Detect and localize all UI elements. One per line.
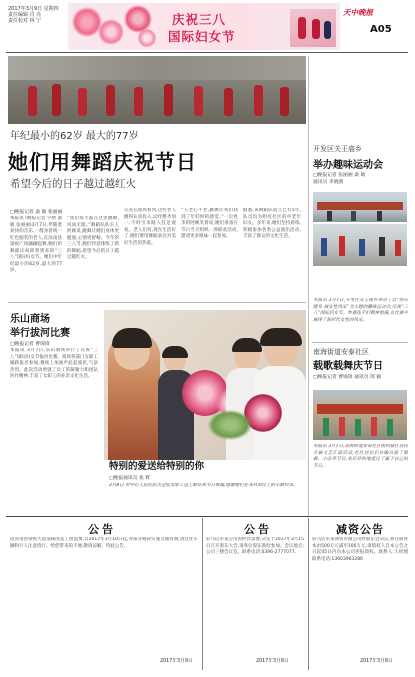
lead-headline: 她们用舞蹈庆祝节日 (8, 150, 197, 174)
notice-3-date: 2017年3月8日 (360, 659, 393, 664)
notice-1-date: 2017年3月9日 (160, 659, 193, 664)
right-story-photo-1 (313, 192, 407, 222)
lead-column-4: “人老心不老,跳舞让我们找到了年轻时的感觉。”一位姓李的阿姨笑着说,她们准备在节日当天组织一场联欢活动,邀请更多姐妹一起参加。 (181, 208, 238, 239)
mid-left-byline: □晚报记者 曹锦锋 (10, 342, 50, 347)
center-photo (104, 310, 306, 460)
lead-column-2: “我们每天都在这里跳舞,风雨无阻。”舞蹈队队长王阿姨说,跳舞让她们身体更健康,心情更舒畅。今年的三八节,她们特意排练了新的舞蹈,希望今后的日子越过越红火。 (67, 216, 119, 260)
lead-kicker: 年纪最小的62岁 最大的77岁 (10, 131, 139, 142)
right-story-title: 举办趣味运动会 (313, 160, 383, 171)
notice-2-title: 公告 (244, 523, 272, 536)
banner-title-line2: 国际妇女节 (168, 29, 236, 44)
lead-column-3: 记者在现场看到,这些老人跳得认真投入,动作整齐划一,不时引来路人驻足观看。老人们说,现在生活好了,她们要用舞蹈表达对美好生活的热爱。 (124, 208, 176, 246)
lead-bottom-rule (8, 302, 306, 303)
lead-column-1: 本报讯 (晚报记者 宇婧 桑敏 张丽丽)3月7日,伴随着欢快的音乐,一群身着统一红色服装的老人,在汝南县梁祝广场翩翩起舞,她们用舞蹈庆祝即将到来的“三八”国际妇女节。她们中年纪最小的62岁,最大的77岁。 (10, 216, 62, 273)
lead-column-5: 据悉,该舞蹈队成立已有5年,队员均为附近社区的中老年妇女。多年来,她们坚持晨练,积极参加各类公益演出活动,丰富了群众的文化生活。 (243, 208, 301, 239)
lead-photo (8, 56, 306, 124)
notice-1-title: 公告 (88, 523, 116, 536)
right-rule (312, 342, 408, 343)
right-story2-kicker: 南海街道安泰社区 (313, 348, 369, 356)
flower-icon (138, 29, 156, 47)
newspaper-name: 天中晚报 (343, 8, 373, 17)
editor-credit: 责任编辑 肖 亮 (8, 12, 42, 18)
lead-byline: □晚报记者 桑 敏 张丽丽 (10, 210, 63, 215)
notice-2-body: 驻马店市某公司因经营需要,决定于2017年3月15日召开股东大会,请各位股东准时参加。会议地点:公司三楼会议室。联系电话:0396-2777077。 (206, 537, 304, 555)
notice-3-body: 驻马店市某商贸有限公司经股东会决议,将注册资本由500万元减至100万元,请债权人自本公告之日起45日内向本公司申报债权。联系人:王经理 联系电话:13603963286 (312, 537, 408, 562)
right-story-photo-2 (313, 224, 407, 266)
lead-deck: 希望今后的日子越过越红火 (10, 178, 136, 190)
notice-3-title: 减资公告 (336, 523, 384, 536)
notice-divider-1 (202, 518, 203, 670)
mid-left-title-line1: 乐山商场 (10, 314, 50, 325)
header-rule (6, 52, 408, 53)
proof-credit: 责任校对 林 宁 (8, 18, 42, 24)
holiday-banner (68, 3, 340, 50)
notice-1-body: 因汝南县梁祝大道道路改造工程需要,自2017年3月10日起,对部分路段实施交通管制,请过往车辆和行人注意绕行。给您带来的不便,敬请谅解。特此公告。 (10, 537, 198, 549)
right-story-byline: □晚报记者 张丽丽 桑 敏 通讯员 李晓燕 (313, 173, 366, 185)
page-number: A05 (370, 24, 392, 35)
issue-date: 2017年3月9日 星期四 (8, 6, 59, 12)
header-meta (8, 6, 59, 24)
right-story2-byline: □晚报记者 曹锦锋 通讯员 郎 颖 (313, 375, 382, 380)
column-divider (308, 56, 309, 516)
banner-photo (290, 9, 336, 47)
right-story2-photo (313, 390, 407, 440)
right-story2-title: 载歌载舞庆节日 (313, 361, 383, 372)
notice-2-date: 2017年3月8日 (256, 659, 289, 664)
center-photo-caption: 3月8日,市中心人民医院为全院女职工送上鲜花和节日祝福,感谢她们在各自岗位上的辛勤付出。 (109, 483, 298, 488)
notice-divider-2 (308, 518, 309, 670)
flower-icon (98, 19, 124, 45)
right-story2-text: 本报讯 3月7日,南海街道安泰社区组织辖区居民开展文艺汇演活动,社区居民们自编自演了歌舞、小品等节目,欢乐祥和地度过了属于自己的节日。 (313, 444, 408, 469)
right-story-kicker: 开发区关王庙乡 (313, 145, 362, 153)
center-photo-caption-title: 特别的爱送给特别的你 (109, 461, 205, 472)
right-story-text: 本报讯 3月7日,开发区关王庙乡举办了以“快乐健身 展女性风采”为主题的趣味运动会,庆祝“三八”国际妇女节。参赛选手们精神饱满,在比赛中展现了新时代女性的风采。 (313, 298, 408, 323)
notice-top-rule (6, 516, 408, 517)
center-photo-byline: □晚报通讯员 张 辉 (109, 476, 151, 481)
mid-left-title-line2: 举行拔河比赛 (10, 328, 70, 339)
banner-title-line1: 庆祝三八 (172, 12, 227, 27)
mid-left-text: 本报讯 3月7日,乐山商场举行了庆祝“三八”国际妇女节拔河比赛。商场各部门女职工踊跃报名参加,赛场上加油声此起彼伏,气氛热烈。此次活动增强了员工的凝聚力和团队协作精神,丰富了女职工的业余文化生活。 (10, 348, 98, 379)
